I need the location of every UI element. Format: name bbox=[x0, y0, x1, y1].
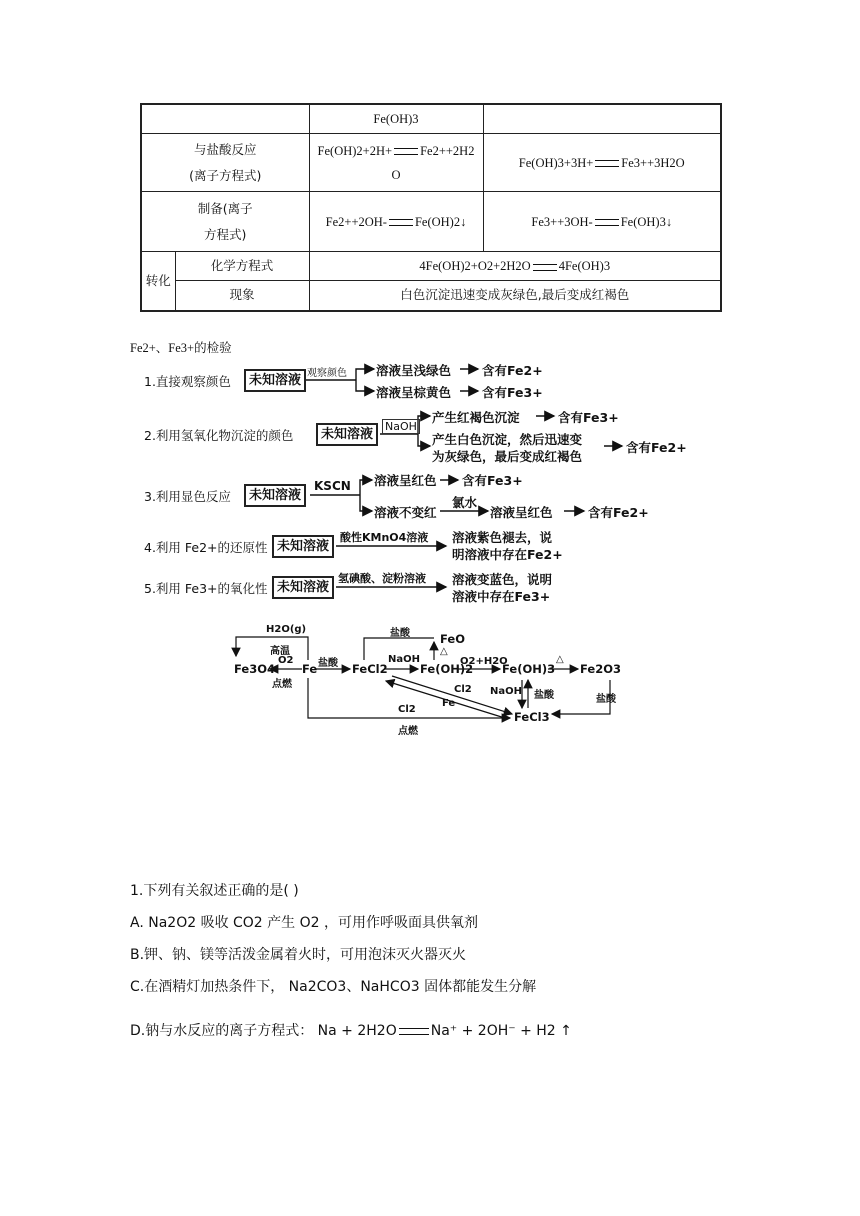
unknown-solution-box: 未知溶液 bbox=[244, 369, 306, 392]
conclusion: 含有Fe2+ bbox=[482, 363, 543, 378]
condition-label: Cl2 bbox=[398, 704, 416, 715]
species-fecl3: FeCl3 bbox=[514, 710, 550, 724]
test-label: 1.直接观察颜色 bbox=[144, 374, 231, 389]
arrow-label: 酸性KMnO4溶液 bbox=[340, 531, 429, 544]
species-fe: Fe bbox=[302, 662, 318, 676]
unknown-solution-box: 未知溶液 bbox=[272, 576, 334, 599]
result: 溶液变蓝色，说明 bbox=[452, 572, 553, 587]
equation-right: Fe3++3H2O bbox=[621, 155, 685, 170]
option-d-products: Na⁺ + 2OH⁻ + H2 ↑ bbox=[430, 1023, 572, 1039]
condition-label: NaOH bbox=[388, 654, 420, 665]
result: 溶液紫色褪去，说 bbox=[452, 530, 553, 545]
condition-label: Cl2 bbox=[454, 684, 472, 695]
condition-label: △ bbox=[440, 646, 448, 657]
condition-label: 盐酸 bbox=[390, 628, 410, 639]
condition-label: NaOH bbox=[490, 686, 522, 697]
condition-label: 高温 bbox=[270, 646, 290, 657]
condition-label: O2+H2O bbox=[460, 656, 508, 667]
option-d: D.钠与水反应的离子方程式： Na + 2H2O bbox=[130, 1023, 397, 1039]
condition-label: 盐酸 bbox=[534, 690, 554, 701]
row-label: 化学方程式 bbox=[175, 252, 309, 281]
condition-label: 盐酸 bbox=[596, 694, 616, 705]
result: 溶液呈棕黄色 bbox=[376, 385, 452, 400]
arrow-label: KSCN bbox=[314, 479, 351, 493]
table-cell: Fe(OH)3 bbox=[309, 104, 483, 134]
condition-label: △ bbox=[556, 654, 564, 665]
question-stem: 1.下列有关叙述正确的是( ) bbox=[130, 883, 299, 899]
species-fecl2: FeCl2 bbox=[352, 662, 388, 676]
equation-right: Fe(OH)3↓ bbox=[620, 214, 673, 229]
conclusion: 含有Fe3+ bbox=[462, 473, 523, 488]
result: 溶液不变红 bbox=[374, 505, 437, 520]
row-label: 制备(离子 bbox=[197, 200, 253, 216]
test-label: 2.利用氢氧化物沉淀的颜色 bbox=[144, 428, 294, 443]
equation-left: Fe(OH)2+2H+ bbox=[317, 143, 393, 158]
option-c: C.在酒精灯加热条件下， Na2CO3、NaHCO3 固体都能发生分解 bbox=[130, 979, 537, 995]
condition-label: 点燃 bbox=[398, 726, 418, 737]
arrow-label: 氯水 bbox=[452, 495, 478, 510]
equation-left: Fe(OH)3+3H+ bbox=[518, 155, 594, 170]
result: 溶液呈红色 bbox=[490, 505, 553, 520]
condition-label: O2 bbox=[278, 655, 294, 666]
condition-label: 盐酸 bbox=[318, 658, 338, 669]
test-label: 4.利用 Fe2+的还原性 bbox=[144, 540, 268, 555]
result: 溶液呈红色 bbox=[374, 473, 437, 488]
species-feoh2: Fe(OH)2 bbox=[420, 662, 474, 676]
option-b: B.钾、钠、镁等活泼金属着火时，可用泡沫灭火器灭火 bbox=[130, 947, 467, 963]
conclusion: 含有Fe3+ bbox=[482, 385, 543, 400]
result: 产生红褐色沉淀 bbox=[432, 410, 520, 425]
section-heading: Fe2+、Fe3+的检验 bbox=[130, 341, 232, 355]
result: 溶液呈浅绿色 bbox=[376, 363, 452, 378]
species-feoh3: Fe(OH)3 bbox=[502, 662, 556, 676]
option-a: A. Na2O2 吸收 CO2 产生 O2 ，可用作呼吸面具供氧剂 bbox=[130, 915, 478, 931]
test-label: 5.利用 Fe3+的氧化性 bbox=[144, 581, 268, 596]
row-label: 现象 bbox=[175, 281, 309, 311]
conclusion: 含有Fe2+ bbox=[588, 505, 649, 520]
species-feo: FeO bbox=[440, 632, 465, 646]
condition-label: 点燃 bbox=[272, 679, 292, 690]
conclusion: 含有Fe2+ bbox=[626, 440, 687, 455]
test-label: 3.利用显色反应 bbox=[144, 489, 231, 504]
row-label: 与盐酸反应 bbox=[193, 141, 257, 157]
equation-wrap: O bbox=[391, 167, 401, 182]
phenomenon-text: 白色沉淀迅速变成灰绿色,最后变成红褐色 bbox=[309, 281, 721, 311]
result: 明溶液中存在Fe2+ bbox=[452, 547, 563, 562]
equation-right: 4Fe(OH)3 bbox=[558, 259, 611, 273]
arrow-label: NaOH bbox=[382, 419, 420, 434]
result: 溶液中存在Fe3+ bbox=[452, 589, 551, 604]
equation-left: 4Fe(OH)2+O2+2H2O bbox=[419, 259, 531, 273]
arrow-label: 观察颜色 bbox=[307, 368, 347, 379]
species-fe3o4: Fe3O4 bbox=[234, 662, 275, 676]
equation-left: Fe2++2OH- bbox=[325, 214, 387, 229]
arrow-label: 氢碘酸、淀粉溶液 bbox=[338, 572, 426, 585]
row-label: 方程式) bbox=[204, 226, 247, 242]
unknown-solution-box: 未知溶液 bbox=[244, 484, 306, 507]
unknown-solution-box: 未知溶液 bbox=[316, 423, 378, 446]
group-label: 转化 bbox=[141, 252, 175, 311]
row-label: (离子方程式) bbox=[189, 167, 262, 183]
conclusion: 含有Fe3+ bbox=[558, 410, 619, 425]
equation-right: Fe(OH)2↓ bbox=[414, 214, 467, 229]
equals-sign bbox=[399, 1028, 429, 1035]
result: 为灰绿色，最后变成红褐色 bbox=[432, 449, 583, 464]
unknown-solution-box: 未知溶液 bbox=[272, 535, 334, 558]
result: 产生白色沉淀，然后迅速变 bbox=[432, 432, 583, 447]
equation-left: Fe3++3OH- bbox=[531, 214, 593, 229]
equation-right: Fe2++2H2 bbox=[420, 143, 475, 158]
species-fe2o3: Fe2O3 bbox=[580, 662, 621, 676]
condition-label: H2O(g) bbox=[266, 624, 307, 635]
condition-label: Fe bbox=[442, 698, 456, 709]
